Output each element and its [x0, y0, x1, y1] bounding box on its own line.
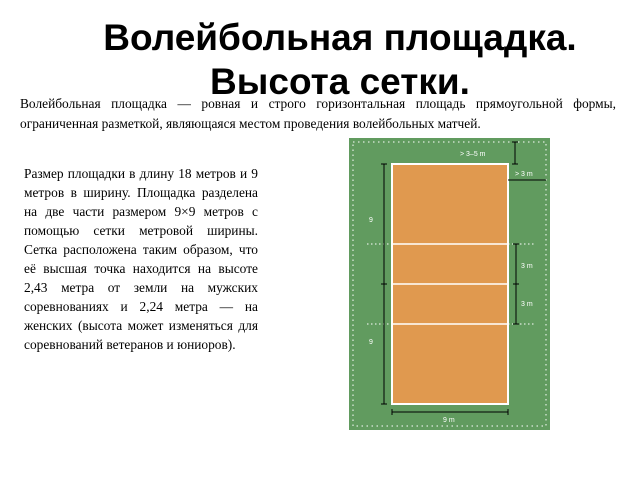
court-width-label: 9 m: [443, 417, 455, 424]
half-length-top-label: 9: [369, 217, 373, 224]
court-description-paragraph: Размер площадки в длину 18 метров и 9 метров в ширину. Площадка разделена на две части размером 9×9 метров с помощью сетки метровой ширины. Сетка расположена таким образом, что её высшая точка находится на высоте 2,43 метра от земли на мужских соревнованиях и 2,24 метра — на женских (высота может изменяться для соревнований ветеранов и юниоров).: [24, 166, 258, 352]
intro-paragraph: Волейбольная площадка — ровная и строго горизонтальная площадь прямоугольной формы, ограниченная разметкой, являющаяся местом проведения волейбольных матчей.: [20, 96, 616, 131]
title-line-2: Высота сетки.: [210, 61, 470, 102]
slide-title: [40, 16, 640, 104]
free-zone-top-label: > 3–5 m: [460, 151, 486, 158]
half-length-bottom-label: 9: [369, 339, 373, 346]
title-line-1: Волейбольная площадка.: [103, 17, 577, 58]
attack-zone-bottom-label: 3 m: [521, 301, 533, 308]
volleyball-court-diagram: [349, 138, 550, 430]
attack-zone-top-label: 3 m: [521, 263, 533, 270]
free-zone-side-label: > 3 m: [515, 171, 533, 178]
